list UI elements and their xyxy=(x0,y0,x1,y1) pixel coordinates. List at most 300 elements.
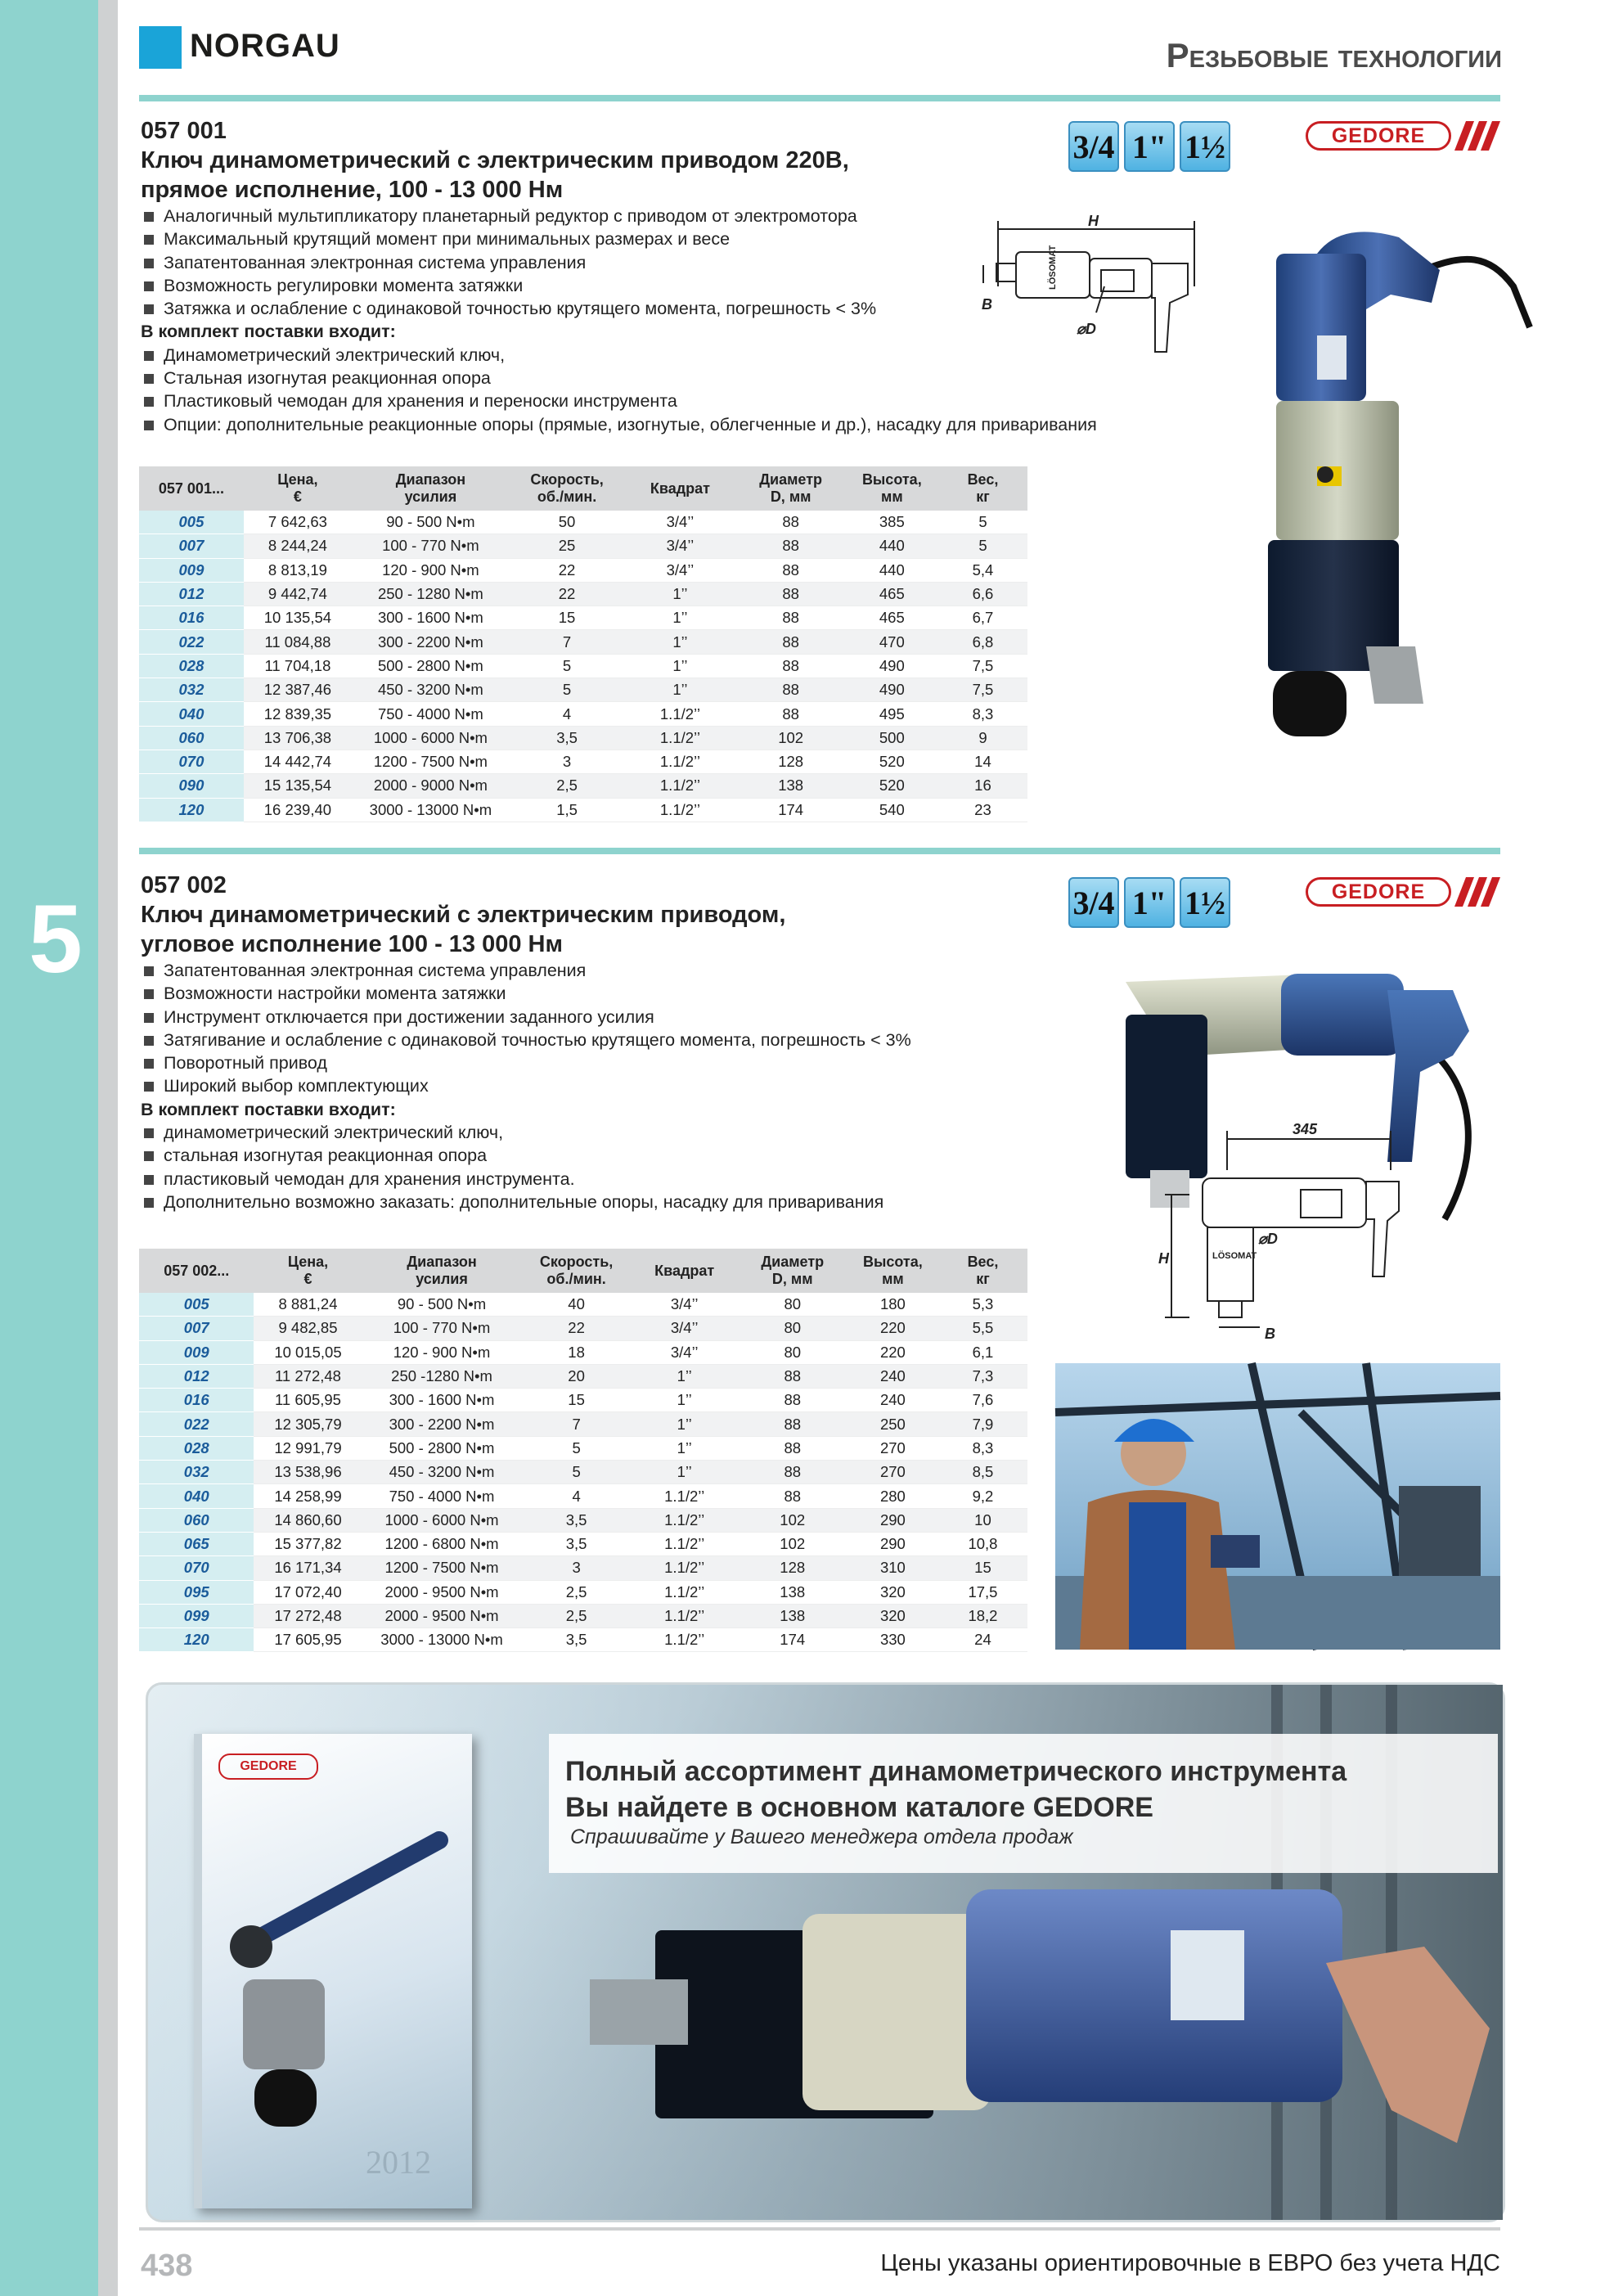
table-cell: 88 xyxy=(738,1389,847,1412)
diagram-label-h: H xyxy=(1158,1250,1169,1267)
table-cell: 1.1/2’’ xyxy=(632,1580,738,1604)
kit-item: пластиковый чемодан для хранения инструмента. xyxy=(141,1168,911,1191)
table-cell: 540 xyxy=(846,798,938,822)
table-header-row xyxy=(139,466,1027,511)
table-cell: 1.1/2’’ xyxy=(624,774,735,798)
table-cell: 88 xyxy=(738,1484,847,1508)
table-row xyxy=(139,1412,1027,1436)
table-cell: 102 xyxy=(738,1508,847,1532)
table-cell: 174 xyxy=(738,1628,847,1652)
table-cell: 88 xyxy=(738,1461,847,1484)
table-cell: 300 - 1600 N•m xyxy=(352,606,510,630)
table-cell: 7 xyxy=(522,1412,632,1436)
table-cell: 495 xyxy=(846,702,938,726)
table-cell: 5,5 xyxy=(938,1317,1027,1340)
table-cell: 1.1/2’’ xyxy=(624,798,735,822)
table-cell: 7 xyxy=(510,630,624,654)
table-row xyxy=(139,726,1027,750)
table-cell: 6,7 xyxy=(938,606,1027,630)
table-cell: 1.1/2’’ xyxy=(632,1604,738,1627)
article-code-cell: 060 xyxy=(139,726,244,750)
diagram-label-d: ⌀D xyxy=(1077,321,1096,337)
table-cell: 500 xyxy=(846,726,938,750)
table-cell: 17 605,95 xyxy=(254,1628,362,1652)
table-cell: 88 xyxy=(738,1364,847,1388)
table-cell: 750 - 4000 N•m xyxy=(352,702,510,726)
kit-item: Опции: дополнительные реакционные опоры (прямые, изогнутые, облегченные и др.), насадку для приваривания xyxy=(141,413,1097,436)
article-code-cell: 095 xyxy=(139,1580,254,1604)
table-cell: 12 839,35 xyxy=(244,702,352,726)
drive-size-badge: 1" xyxy=(1124,877,1175,928)
column-header: Вес, кг xyxy=(938,466,1027,511)
table-cell: 15 xyxy=(938,1556,1027,1580)
feature-list xyxy=(141,205,1097,436)
table-cell: 280 xyxy=(847,1484,938,1508)
table-cell: 1’’ xyxy=(624,606,735,630)
table-row xyxy=(139,1364,1027,1388)
table-row xyxy=(139,1317,1027,1340)
catalog-promo-banner[interactable] xyxy=(146,1682,1505,2222)
catalog-logo: GEDORE xyxy=(218,1754,318,1780)
article-code-cell: 009 xyxy=(139,558,244,582)
table-cell: 7,3 xyxy=(938,1364,1027,1388)
table-cell: 22 xyxy=(510,582,624,606)
kit-heading: В комплект поставки входит: xyxy=(141,322,396,342)
table-cell: 8 813,19 xyxy=(244,558,352,582)
section-title: Резьбовые технологии xyxy=(1166,36,1502,74)
table-cell: 128 xyxy=(738,1556,847,1580)
table-cell: 4 xyxy=(510,702,624,726)
table-cell: 88 xyxy=(736,678,846,702)
table-cell: 450 - 3200 N•m xyxy=(362,1461,522,1484)
table-cell: 13 538,96 xyxy=(254,1461,362,1484)
table-row xyxy=(139,1556,1027,1580)
table-cell: 250 - 1280 N•m xyxy=(352,582,510,606)
table-cell: 10 015,05 xyxy=(254,1340,362,1364)
column-header: Цена, € xyxy=(244,466,352,511)
spec-table xyxy=(139,1249,1027,1652)
column-header: Квадрат xyxy=(632,1249,738,1293)
table-row xyxy=(139,534,1027,558)
table-cell: 88 xyxy=(736,630,846,654)
table-row xyxy=(139,654,1027,678)
table-cell: 500 - 2800 N•m xyxy=(362,1436,522,1460)
table-row xyxy=(139,1508,1027,1532)
table-cell: 9 482,85 xyxy=(254,1317,362,1340)
table-cell: 120 - 900 N•m xyxy=(362,1340,522,1364)
promo-heading: Полный ассортимент динамометрического инструмента Вы найдете в основном каталоге GEDORE xyxy=(565,1756,1347,1823)
gedore-logo-text: GEDORE xyxy=(1306,121,1451,151)
chapter-number: 5 xyxy=(29,885,83,993)
table-row xyxy=(139,511,1027,534)
table-cell: 22 xyxy=(522,1317,632,1340)
table-cell: 520 xyxy=(846,750,938,773)
table-cell: 7,6 xyxy=(938,1389,1027,1412)
table-cell: 100 - 770 N•m xyxy=(362,1317,522,1340)
article-code-cell: 022 xyxy=(139,1412,254,1436)
kit-item: Дополнительно возможно заказать: дополнительные опоры, насадку для приваривания xyxy=(141,1191,911,1213)
table-cell: 1.1/2’’ xyxy=(632,1556,738,1580)
product-title: Ключ динамометрический с электрическим приводом, угловое исполнение 100 - 13 000 Нм xyxy=(141,902,786,957)
table-cell: 3/4’’ xyxy=(624,534,735,558)
table-cell: 15 xyxy=(522,1389,632,1412)
table-row xyxy=(139,702,1027,726)
article-code-cell: 009 xyxy=(139,1340,254,1364)
feature-item: Запатентованная электронная система управления xyxy=(141,251,1097,274)
table-cell: 128 xyxy=(736,750,846,773)
table-cell: 88 xyxy=(736,606,846,630)
catalog-year: 2012 xyxy=(366,2144,431,2181)
table-body xyxy=(139,511,1027,822)
table-row xyxy=(139,1628,1027,1652)
column-header: Диаметр D, мм xyxy=(738,1249,847,1293)
feature-item: Поворотный привод xyxy=(141,1051,911,1074)
column-header: Квадрат xyxy=(624,466,735,511)
table-cell: 14 xyxy=(938,750,1027,773)
table-cell: 2,5 xyxy=(510,774,624,798)
table-cell: 88 xyxy=(736,702,846,726)
section-rule xyxy=(139,848,1500,854)
feature-item: Аналогичный мультипликатору планетарный редуктор с приводом от электромотора xyxy=(141,205,1097,227)
table-cell: 465 xyxy=(846,606,938,630)
table-cell: 1.1/2’’ xyxy=(632,1628,738,1652)
table-cell: 450 - 3200 N•m xyxy=(352,678,510,702)
table-row xyxy=(139,1293,1027,1317)
table-cell: 7,5 xyxy=(938,678,1027,702)
article-code-cell: 005 xyxy=(139,511,244,534)
table-cell: 5 xyxy=(522,1461,632,1484)
diagram-label-b: B xyxy=(1265,1326,1275,1342)
gedore-stripes-icon xyxy=(1454,121,1502,151)
article-code-cell: 120 xyxy=(139,798,244,822)
table-cell: 16 171,34 xyxy=(254,1556,362,1580)
table-cell: 320 xyxy=(847,1604,938,1627)
product-code: 057 002 xyxy=(141,872,227,898)
table-cell: 5 xyxy=(510,678,624,702)
table-cell: 1’’ xyxy=(632,1389,738,1412)
norgau-logo: NORGAU xyxy=(190,28,340,64)
table-cell: 1.1/2’’ xyxy=(632,1532,738,1555)
table-cell: 17,5 xyxy=(938,1580,1027,1604)
table-cell: 290 xyxy=(847,1532,938,1555)
table-cell: 12 991,79 xyxy=(254,1436,362,1460)
table-cell: 7 642,63 xyxy=(244,511,352,534)
table-cell: 138 xyxy=(738,1580,847,1604)
table-cell: 1000 - 6000 N•m xyxy=(352,726,510,750)
table-cell: 88 xyxy=(738,1436,847,1460)
table-cell: 385 xyxy=(846,511,938,534)
table-cell: 16 239,40 xyxy=(244,798,352,822)
price-note: Цены указаны ориентировочные в ЕВРО без учета НДС xyxy=(880,2250,1500,2276)
table-cell: 3,5 xyxy=(510,726,624,750)
table-cell: 310 xyxy=(847,1556,938,1580)
table-cell: 1200 - 6800 N•m xyxy=(362,1532,522,1555)
product-photo-straight xyxy=(1243,205,1530,753)
table-cell: 15 xyxy=(510,606,624,630)
table-body xyxy=(139,1293,1027,1652)
feature-item: Максимальный крутящий момент при минимальных размерах и весе xyxy=(141,227,1097,250)
table-cell: 1000 - 6000 N•m xyxy=(362,1508,522,1532)
table-row xyxy=(139,606,1027,630)
table-cell: 240 xyxy=(847,1389,938,1412)
table-row xyxy=(139,1484,1027,1508)
gedore-logo xyxy=(1306,118,1502,154)
table-cell: 1200 - 7500 N•m xyxy=(362,1556,522,1580)
article-code-cell: 005 xyxy=(139,1293,254,1317)
table-cell: 5,3 xyxy=(938,1293,1027,1317)
table-row xyxy=(139,1580,1027,1604)
table-cell: 88 xyxy=(736,582,846,606)
worker-photo xyxy=(1055,1363,1500,1650)
table-cell: 3 xyxy=(510,750,624,773)
article-code-cell: 099 xyxy=(139,1604,254,1627)
table-cell: 250 xyxy=(847,1412,938,1436)
feature-item: Затяжка и ослабление с одинаковой точностью крутящего момента, погрешность < 3% xyxy=(141,297,1097,320)
footer-rule xyxy=(139,2227,1500,2231)
diagram-brand-label: LÖSOMAT xyxy=(1212,1251,1257,1261)
article-code-cell: 070 xyxy=(139,1556,254,1580)
table-cell: 3/4’’ xyxy=(632,1293,738,1317)
table-cell: 300 - 2200 N•m xyxy=(352,630,510,654)
column-header: Диаметр D, мм xyxy=(736,466,846,511)
article-code-cell: 007 xyxy=(139,1317,254,1340)
table-cell: 1’’ xyxy=(624,678,735,702)
diagram-label-width: 345 xyxy=(1293,1121,1318,1137)
table-row xyxy=(139,678,1027,702)
table-row xyxy=(139,558,1027,582)
article-code-cell: 028 xyxy=(139,1436,254,1460)
table-cell: 16 xyxy=(938,774,1027,798)
table-cell: 40 xyxy=(522,1293,632,1317)
table-row xyxy=(139,750,1027,773)
table-cell: 490 xyxy=(846,678,938,702)
table-row xyxy=(139,1436,1027,1460)
table-cell: 9,2 xyxy=(938,1484,1027,1508)
feature-item: Возможности настройки момента затяжки xyxy=(141,982,911,1005)
table-cell: 90 - 500 N•m xyxy=(352,511,510,534)
column-header: Вес, кг xyxy=(938,1249,1027,1293)
table-cell: 330 xyxy=(847,1628,938,1652)
page-number: 438 xyxy=(141,2249,193,2283)
table-cell: 6,6 xyxy=(938,582,1027,606)
table-cell: 320 xyxy=(847,1580,938,1604)
drive-size-badge: 3/4 xyxy=(1068,121,1119,172)
table-cell: 7,9 xyxy=(938,1412,1027,1436)
catalog-book xyxy=(194,1734,472,2208)
table-cell: 8,3 xyxy=(938,702,1027,726)
feature-item: Возможность регулировки момента затяжки xyxy=(141,274,1097,297)
article-code-cell: 032 xyxy=(139,1461,254,1484)
article-code-cell: 012 xyxy=(139,582,244,606)
table-cell: 270 xyxy=(847,1461,938,1484)
table-cell: 102 xyxy=(738,1532,847,1555)
gedore-logo xyxy=(1306,874,1502,910)
table-cell: 9 xyxy=(938,726,1027,750)
table-cell: 8 244,24 xyxy=(244,534,352,558)
table-row xyxy=(139,1604,1027,1627)
table-cell: 3/4’’ xyxy=(632,1340,738,1364)
table-cell: 520 xyxy=(846,774,938,798)
table-cell: 14 860,60 xyxy=(254,1508,362,1532)
table-cell: 1.1/2’’ xyxy=(624,726,735,750)
table-cell: 90 - 500 N•m xyxy=(362,1293,522,1317)
table-cell: 1’’ xyxy=(624,582,735,606)
table-row xyxy=(139,1532,1027,1555)
table-cell: 88 xyxy=(738,1412,847,1436)
table-cell: 180 xyxy=(847,1293,938,1317)
column-header: Скорость, об./мин. xyxy=(522,1249,632,1293)
table-cell: 50 xyxy=(510,511,624,534)
column-header: 057 002... xyxy=(139,1249,254,1293)
table-cell: 5 xyxy=(938,511,1027,534)
table-cell: 12 305,79 xyxy=(254,1412,362,1436)
table-cell: 1’’ xyxy=(624,630,735,654)
table-cell: 9 442,74 xyxy=(244,582,352,606)
table-cell: 138 xyxy=(738,1604,847,1627)
table-cell: 5 xyxy=(510,654,624,678)
column-header: Цена, € xyxy=(254,1249,362,1293)
table-cell: 220 xyxy=(847,1317,938,1340)
article-code-cell: 070 xyxy=(139,750,244,773)
table-cell: 2,5 xyxy=(522,1604,632,1627)
drive-size-badge: 1½ xyxy=(1180,877,1230,928)
table-cell: 2000 - 9000 N•m xyxy=(352,774,510,798)
article-code-cell: 022 xyxy=(139,630,244,654)
table-cell: 240 xyxy=(847,1364,938,1388)
table-cell: 10 xyxy=(938,1508,1027,1532)
table-cell: 88 xyxy=(736,511,846,534)
column-header: Диапазон усилия xyxy=(352,466,510,511)
norgau-logo-mark xyxy=(139,26,182,69)
table-cell: 80 xyxy=(738,1317,847,1340)
table-cell: 2,5 xyxy=(522,1580,632,1604)
table-row xyxy=(139,630,1027,654)
table-cell: 1.1/2’’ xyxy=(632,1508,738,1532)
drive-size-badge: 3/4 xyxy=(1068,877,1119,928)
table-cell: 3,5 xyxy=(522,1508,632,1532)
kit-item: стальная изогнутая реакционная опора xyxy=(141,1144,911,1167)
column-header: Высота, мм xyxy=(847,1249,938,1293)
column-header: Скорость, об./мин. xyxy=(510,466,624,511)
table-cell: 14 258,99 xyxy=(254,1484,362,1508)
product-code: 057 001 xyxy=(141,118,227,144)
table-cell: 7,5 xyxy=(938,654,1027,678)
table-cell: 4 xyxy=(522,1484,632,1508)
table-row xyxy=(139,1389,1027,1412)
table-cell: 100 - 770 N•m xyxy=(352,534,510,558)
table-cell: 13 706,38 xyxy=(244,726,352,750)
table-cell: 88 xyxy=(736,654,846,678)
table-cell: 5 xyxy=(522,1436,632,1460)
table-cell: 1’’ xyxy=(632,1412,738,1436)
table-cell: 10,8 xyxy=(938,1532,1027,1555)
article-code-cell: 016 xyxy=(139,1389,254,1412)
table-cell: 6,8 xyxy=(938,630,1027,654)
catalog-tool-image xyxy=(210,1808,456,2151)
table-cell: 5,4 xyxy=(938,558,1027,582)
article-code-cell: 120 xyxy=(139,1628,254,1652)
table-cell: 22 xyxy=(510,558,624,582)
table-cell: 750 - 4000 N•m xyxy=(362,1484,522,1508)
article-code-cell: 007 xyxy=(139,534,244,558)
table-cell: 5 xyxy=(938,534,1027,558)
table-cell: 102 xyxy=(736,726,846,750)
table-cell: 3 xyxy=(522,1556,632,1580)
table-cell: 15 377,82 xyxy=(254,1532,362,1555)
table-cell: 490 xyxy=(846,654,938,678)
feature-item: Инструмент отключается при достижении заданного усилия xyxy=(141,1006,911,1029)
table-cell: 220 xyxy=(847,1340,938,1364)
table-cell: 1,5 xyxy=(510,798,624,822)
feature-item: Затягивание и ослабление с одинаковой точностью крутящего момента, погрешность < 3% xyxy=(141,1029,911,1051)
table-cell: 270 xyxy=(847,1436,938,1460)
sidebar-edge xyxy=(98,0,118,2296)
table-cell: 2000 - 9500 N•m xyxy=(362,1604,522,1627)
table-cell: 12 387,46 xyxy=(244,678,352,702)
kit-item: Стальная изогнутая реакционная опора xyxy=(141,367,1097,389)
gedore-stripes-icon xyxy=(1454,877,1502,907)
table-cell: 500 - 2800 N•m xyxy=(352,654,510,678)
table-cell: 1.1/2’’ xyxy=(624,750,735,773)
drive-size-badge: 1" xyxy=(1124,121,1175,172)
table-cell: 20 xyxy=(522,1364,632,1388)
feature-list xyxy=(141,959,911,1213)
table-cell: 80 xyxy=(738,1340,847,1364)
table-cell: 300 - 2200 N•m xyxy=(362,1412,522,1436)
table-cell: 440 xyxy=(846,534,938,558)
table-cell: 17 272,48 xyxy=(254,1604,362,1627)
table-cell: 14 442,74 xyxy=(244,750,352,773)
table-cell: 1’’ xyxy=(632,1364,738,1388)
kit-item: Динамометрический электрический ключ, xyxy=(141,344,1097,367)
table-cell: 8,5 xyxy=(938,1461,1027,1484)
table-cell: 300 - 1600 N•m xyxy=(362,1389,522,1412)
table-row xyxy=(139,798,1027,822)
table-cell: 440 xyxy=(846,558,938,582)
table-cell: 174 xyxy=(736,798,846,822)
table-cell: 8,3 xyxy=(938,1436,1027,1460)
table-cell: 8 881,24 xyxy=(254,1293,362,1317)
column-header: Высота, мм xyxy=(846,466,938,511)
article-code-cell: 040 xyxy=(139,702,244,726)
feature-item: Широкий выбор комплектующих xyxy=(141,1074,911,1097)
product-title: Ключ динамометрический с электрическим приводом 220В, прямое исполнение, 100 - 13 000 Нм xyxy=(141,147,849,203)
table-cell: 10 135,54 xyxy=(244,606,352,630)
table-cell: 11 704,18 xyxy=(244,654,352,678)
drive-size-badge: 1½ xyxy=(1180,121,1230,172)
table-cell: 3000 - 13000 N•m xyxy=(352,798,510,822)
promo-subtext: Спрашивайте у Вашего менеджера отдела продаж xyxy=(570,1826,1073,1848)
article-code-cell: 040 xyxy=(139,1484,254,1508)
table-cell: 470 xyxy=(846,630,938,654)
article-code-cell: 065 xyxy=(139,1532,254,1555)
column-header: Диапазон усилия xyxy=(362,1249,522,1293)
table-cell: 3000 - 13000 N•m xyxy=(362,1628,522,1652)
table-row xyxy=(139,1461,1027,1484)
table-cell: 11 272,48 xyxy=(254,1364,362,1388)
table-cell: 3,5 xyxy=(522,1628,632,1652)
diagram-label-h: H xyxy=(1088,213,1099,229)
table-cell: 25 xyxy=(510,534,624,558)
table-cell: 1’’ xyxy=(632,1436,738,1460)
dimension-diagram xyxy=(973,213,1219,393)
table-cell: 1200 - 7500 N•m xyxy=(352,750,510,773)
table-cell: 24 xyxy=(938,1628,1027,1652)
table-cell: 120 - 900 N•m xyxy=(352,558,510,582)
table-cell: 3/4’’ xyxy=(632,1317,738,1340)
article-code-cell: 060 xyxy=(139,1508,254,1532)
column-header: 057 001... xyxy=(139,466,244,511)
